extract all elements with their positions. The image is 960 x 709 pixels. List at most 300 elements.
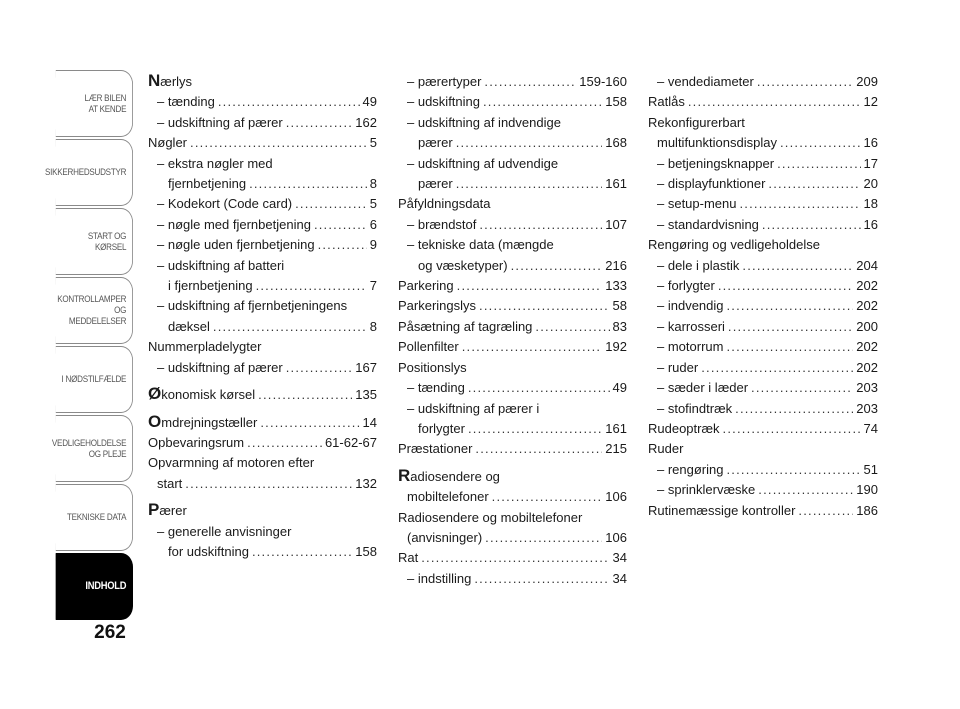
- dot-leader: [726, 337, 853, 357]
- entry-label: – Kodekort (Code card): [157, 196, 293, 212]
- dot-leader: [260, 413, 359, 433]
- dot-leader: [318, 235, 367, 255]
- dot-leader: [457, 276, 603, 296]
- entry-label: Rudeoptræk: [648, 420, 720, 436]
- index-entry: [148, 296, 377, 316]
- dot-leader: [535, 317, 609, 337]
- index-entry: [148, 453, 377, 473]
- index-entry: [148, 542, 377, 562]
- entry-label: Påsætning af tagræling: [398, 318, 533, 334]
- dot-leader: [479, 296, 610, 316]
- index-column-2: [398, 72, 627, 589]
- entry-text: [407, 487, 489, 507]
- entry-text: [418, 133, 453, 153]
- entry-text: [418, 174, 453, 194]
- entry-label: Pollenfilter: [398, 339, 459, 355]
- entry-text: [657, 72, 754, 92]
- entry-text: [407, 378, 465, 398]
- index-entry: [398, 276, 627, 296]
- dot-leader: [758, 480, 853, 500]
- entry-label: – udskiftning af pærer: [157, 114, 283, 130]
- dot-leader: [484, 72, 576, 92]
- entry-text: [418, 256, 508, 276]
- chapter-tab[interactable]: SIKKERHEDSUDSTYR: [56, 139, 133, 206]
- index-entry: [398, 174, 627, 194]
- dot-leader: [492, 487, 603, 507]
- index-entry: [648, 419, 878, 439]
- entry-label: Præstationer: [398, 441, 473, 457]
- dot-leader: [286, 113, 353, 133]
- entry-label: Ratlås: [648, 94, 685, 110]
- entry-label: – rengøring: [657, 461, 724, 477]
- dot-leader: [768, 174, 860, 194]
- entry-text: [148, 385, 255, 405]
- entry-page: 215: [605, 441, 627, 457]
- entry-text: [398, 317, 532, 337]
- dot-leader: [314, 215, 367, 235]
- entry-text: [168, 174, 246, 194]
- entry-label: – ekstra nøgler med: [157, 155, 273, 171]
- dot-leader: [740, 194, 861, 214]
- chapter-tab[interactable]: TEKNISKE DATA: [56, 484, 133, 551]
- entry-page: 216: [605, 257, 627, 273]
- section-initial: P: [148, 500, 160, 520]
- entry-text: [398, 194, 491, 214]
- entry-label: (anvisninger): [407, 529, 483, 545]
- entry-text: [398, 358, 467, 378]
- entry-label: Radiosendere og mobiltelefoner: [398, 509, 583, 525]
- index-entry: [398, 569, 627, 589]
- index-entry: [648, 317, 878, 337]
- entry-text: [168, 317, 210, 337]
- entry-text: [148, 72, 192, 92]
- entry-text: [657, 460, 723, 480]
- dot-leader: [185, 474, 352, 494]
- entry-page: 83: [612, 318, 627, 334]
- entry-text: [407, 215, 476, 235]
- entry-label: – udskiftning af udvendige: [407, 155, 559, 171]
- entry-page: 7: [369, 278, 377, 294]
- entry-label: – tekniske data (mængde: [407, 237, 554, 253]
- index-entry: [398, 419, 627, 439]
- chapter-tab[interactable]: VEDLIGEHOLDELSE OG PLEJE: [56, 415, 133, 482]
- entry-page: 17: [863, 155, 878, 171]
- entry-label: – karrosseri: [657, 318, 725, 334]
- dot-leader: [421, 548, 609, 568]
- section-initial: O: [148, 411, 162, 431]
- entry-label: pærer: [418, 135, 453, 151]
- dot-leader: [462, 337, 603, 357]
- entry-page: 135: [355, 387, 377, 403]
- entry-text: [157, 194, 292, 214]
- entry-text: [648, 419, 720, 439]
- entry-text: [398, 548, 418, 568]
- entry-page: 58: [612, 298, 627, 314]
- dot-leader: [757, 72, 853, 92]
- entry-page: 133: [605, 278, 627, 294]
- entry-page: 202: [856, 278, 878, 294]
- index-entry: [148, 276, 377, 296]
- index-entry: [398, 439, 627, 459]
- entry-text: [418, 419, 465, 439]
- dot-leader: [742, 256, 853, 276]
- index-entry: [148, 174, 377, 194]
- entry-label: Nøgler: [148, 135, 188, 151]
- index-entry: [648, 256, 878, 276]
- index-entry: [148, 413, 377, 433]
- entry-label: – udskiftning af fjernbetjeningens: [157, 298, 348, 314]
- chapter-tab[interactable]: LÆR BILEN AT KENDE: [56, 70, 133, 137]
- entry-label: dæksel: [168, 318, 210, 334]
- entry-text: [407, 528, 482, 548]
- entry-text: [157, 256, 284, 276]
- entry-text: [168, 542, 249, 562]
- entry-page: 190: [856, 482, 878, 498]
- entry-label: i fjernbetjening: [168, 278, 253, 294]
- index-entry: [148, 433, 377, 453]
- entry-page: 186: [856, 502, 878, 518]
- entry-text: [657, 378, 748, 398]
- entry-page: 107: [605, 216, 627, 232]
- entry-text: [398, 296, 476, 316]
- index-entry: [648, 378, 878, 398]
- index-entry: [148, 474, 377, 494]
- entry-label: multifunktionsdisplay: [657, 135, 777, 151]
- index-entry: [148, 256, 377, 276]
- entry-page: 167: [355, 359, 377, 375]
- entry-label: og væsketyper): [418, 257, 508, 273]
- entry-label: – dele i plastik: [657, 257, 740, 273]
- entry-page: 161: [605, 420, 627, 436]
- chapter-tabs: [42, 70, 133, 622]
- entry-page: 159-160: [579, 74, 627, 89]
- index-entry: [398, 337, 627, 357]
- index-entry: [148, 501, 377, 521]
- dot-leader: [258, 385, 352, 405]
- index-entry: [148, 154, 377, 174]
- entry-text: [657, 215, 759, 235]
- index-entry: [648, 72, 878, 92]
- dot-leader: [728, 317, 853, 337]
- dot-leader: [218, 92, 360, 112]
- entry-page: 168: [605, 135, 627, 151]
- entry-label: – generelle anvisninger: [157, 523, 292, 539]
- entry-page: 209: [856, 74, 878, 89]
- index-entry: [648, 501, 878, 521]
- entry-label: adiosendere og: [410, 468, 500, 484]
- entry-text: [398, 439, 472, 459]
- entry-page: 161: [605, 176, 627, 192]
- entry-label: – setup-menu: [657, 196, 737, 212]
- entry-label: – sprinklervæske: [657, 482, 756, 498]
- entry-text: [407, 72, 481, 92]
- index-entry: [398, 296, 627, 316]
- index-entry: [648, 113, 878, 133]
- dot-leader: [252, 542, 352, 562]
- entry-text: [398, 508, 582, 528]
- index-entry: [398, 528, 627, 548]
- entry-page: 5: [369, 196, 377, 212]
- index-entry: [648, 194, 878, 214]
- index-column-1: [148, 72, 377, 562]
- entry-text: [657, 194, 737, 214]
- entry-text: [648, 235, 820, 255]
- entry-page: 6: [369, 216, 377, 232]
- entry-page: 192: [605, 339, 627, 355]
- entry-page: 74: [863, 420, 878, 436]
- entry-text: [157, 474, 182, 494]
- dot-leader: [256, 276, 367, 296]
- entry-page: 34: [612, 570, 627, 586]
- dot-leader: [688, 92, 861, 112]
- index-entry: [648, 215, 878, 235]
- index-entry: [648, 276, 878, 296]
- entry-label: – displayfunktioner: [657, 176, 766, 192]
- index-entry: [398, 548, 627, 568]
- index-entry: [148, 215, 377, 235]
- entry-label: Rat: [398, 550, 419, 566]
- entry-page: 16: [863, 135, 878, 151]
- entry-text: [657, 358, 698, 378]
- entry-text: [648, 113, 745, 133]
- entry-text: [157, 215, 311, 235]
- index-entry: [398, 92, 627, 112]
- index-entry: [648, 337, 878, 357]
- index-entry: [398, 113, 627, 133]
- dot-leader: [777, 154, 860, 174]
- entry-text: [157, 113, 283, 133]
- index-entry: [398, 154, 627, 174]
- entry-text: [148, 501, 187, 521]
- dot-leader: [735, 399, 853, 419]
- entry-page: 204: [856, 257, 878, 273]
- dot-leader: [726, 460, 860, 480]
- entry-page: 202: [856, 359, 878, 375]
- entry-text: [648, 92, 685, 112]
- dot-leader: [511, 256, 603, 276]
- chapter-tab[interactable]: START OG KØRSEL: [56, 208, 133, 275]
- entry-text: [657, 337, 723, 357]
- dot-leader: [751, 378, 853, 398]
- entry-text: [157, 358, 283, 378]
- entry-text: [157, 154, 273, 174]
- entry-label: Opvarmning af motoren efter: [148, 455, 315, 471]
- entry-page: 203: [856, 400, 878, 416]
- entry-label: – motorrum: [657, 339, 724, 355]
- index-entry: [398, 378, 627, 398]
- entry-page: 200: [856, 318, 878, 334]
- entry-text: [657, 174, 765, 194]
- entry-text: [657, 480, 755, 500]
- entry-page: 18: [863, 196, 878, 212]
- entry-page: 61-62-67: [324, 434, 377, 450]
- dot-leader: [456, 174, 603, 194]
- entry-text: [657, 133, 777, 153]
- entry-label: ærlys: [160, 74, 193, 89]
- dot-leader: [727, 296, 854, 316]
- dot-leader: [468, 419, 602, 439]
- entry-label: – stofindtræk: [657, 400, 733, 416]
- entry-label: – vendediameter: [657, 74, 754, 89]
- index-entry: [648, 399, 878, 419]
- entry-text: [407, 113, 561, 133]
- entry-text: [657, 296, 724, 316]
- entry-text: [657, 276, 715, 296]
- entry-label: Nummerpladelygter: [148, 339, 262, 355]
- chapter-tab[interactable]: KONTROLLAMPER OG MEDDELELSER: [56, 277, 133, 344]
- index-entry: [398, 194, 627, 214]
- index-entry: [398, 235, 627, 255]
- index-entry: [648, 154, 878, 174]
- entry-label: – tænding: [157, 94, 215, 110]
- entry-text: [407, 569, 471, 589]
- entry-label: fjernbetjening: [168, 176, 247, 192]
- entry-text: [407, 154, 558, 174]
- index-column-3: [648, 72, 878, 521]
- entry-text: [407, 235, 554, 255]
- index-entry: [398, 508, 627, 528]
- entry-page: 202: [856, 339, 878, 355]
- index-entry: [648, 92, 878, 112]
- entry-label: Rengøring og vedligeholdelse: [648, 237, 821, 253]
- entry-text: [657, 317, 725, 337]
- dot-leader: [798, 501, 853, 521]
- index-entry: [148, 337, 377, 357]
- entry-text: [398, 276, 454, 296]
- dot-leader: [190, 133, 367, 153]
- chapter-tab[interactable]: INDHOLD: [56, 553, 133, 620]
- index-entry: [648, 358, 878, 378]
- entry-page: 12: [863, 94, 878, 110]
- dot-leader: [286, 358, 353, 378]
- entry-text: [148, 337, 261, 357]
- entry-label: ærer: [159, 503, 187, 519]
- entry-page: 14: [362, 414, 377, 430]
- entry-label: – indstilling: [407, 570, 472, 586]
- entry-text: [407, 399, 539, 419]
- entry-label: pærer: [418, 176, 453, 192]
- section-initial: N: [148, 71, 161, 90]
- entry-label: – indvendig: [657, 298, 724, 314]
- dot-leader: [762, 215, 861, 235]
- entry-page: 203: [856, 380, 878, 396]
- entry-text: [157, 522, 291, 542]
- entry-text: [648, 501, 795, 521]
- entry-label: mdrejningstæller: [161, 414, 258, 430]
- entry-page: 158: [355, 543, 377, 559]
- index-entry: [148, 72, 377, 92]
- index-entry: [148, 194, 377, 214]
- index-entry: [148, 113, 377, 133]
- entry-page: 106: [605, 529, 627, 545]
- entry-label: Parkering: [398, 278, 454, 294]
- entry-label: – standardvisning: [657, 216, 759, 232]
- index-entry: [648, 174, 878, 194]
- entry-label: – udskiftning: [407, 94, 480, 110]
- entry-label: start: [157, 475, 183, 491]
- chapter-tab[interactable]: I NØDSTILFÆLDE: [56, 346, 133, 413]
- entry-text: [148, 413, 257, 433]
- entry-page: 34: [612, 550, 627, 566]
- index-entry: [148, 358, 377, 378]
- index-entry: [398, 215, 627, 235]
- index-entry: [398, 467, 627, 487]
- dot-leader: [780, 133, 861, 153]
- index-entry: [148, 317, 377, 337]
- section-initial: Ø: [148, 384, 162, 404]
- entry-label: – ruder: [657, 359, 699, 375]
- index-entry: [148, 133, 377, 153]
- entry-text: [157, 296, 347, 316]
- entry-label: – sæder i læder: [657, 380, 749, 396]
- dot-leader: [718, 276, 853, 296]
- index-entry: [398, 256, 627, 276]
- dot-leader: [249, 174, 367, 194]
- page-number: 262: [94, 622, 126, 643]
- entry-label: mobiltelefoner: [407, 489, 489, 505]
- entry-label: – betjeningsknapper: [657, 155, 775, 171]
- dot-leader: [468, 378, 610, 398]
- entry-label: Rutinemæssige kontroller: [648, 502, 796, 518]
- dot-leader: [701, 358, 853, 378]
- entry-label: – brændstof: [407, 216, 477, 232]
- entry-label: for udskiftning: [168, 543, 249, 559]
- index-entry: [398, 358, 627, 378]
- index-entry: [398, 399, 627, 419]
- entry-page: 106: [605, 489, 627, 505]
- entry-text: [398, 467, 500, 487]
- entry-text: [157, 235, 315, 255]
- dot-leader: [485, 528, 602, 548]
- entry-page: 8: [369, 176, 377, 192]
- entry-label: – udskiftning af pærer: [157, 359, 283, 375]
- entry-text: [657, 256, 739, 276]
- entry-page: 162: [355, 114, 377, 130]
- entry-page: 5: [369, 135, 377, 151]
- index-entry: [648, 296, 878, 316]
- index-entry: [648, 460, 878, 480]
- entry-page: 16: [863, 216, 878, 232]
- entry-page: 49: [362, 94, 377, 110]
- entry-page: 49: [612, 380, 627, 396]
- dot-leader: [723, 419, 861, 439]
- entry-page: 158: [605, 94, 627, 110]
- entry-label: Ruder: [648, 441, 684, 457]
- entry-label: – nøgle uden fjernbetjening: [157, 237, 315, 253]
- dot-leader: [456, 133, 603, 153]
- dot-leader: [295, 194, 367, 214]
- entry-page: 9: [369, 237, 377, 253]
- dot-leader: [475, 439, 602, 459]
- entry-label: konomisk kørsel: [161, 387, 256, 403]
- entry-label: – nøgle med fjernbetjening: [157, 216, 311, 232]
- index-entry: [398, 72, 627, 92]
- index-entry: [648, 439, 878, 459]
- entry-text: [148, 433, 244, 453]
- entry-label: – forlygter: [657, 278, 715, 294]
- index-entry: [398, 487, 627, 507]
- index-entry: [398, 133, 627, 153]
- index-entry: [648, 235, 878, 255]
- index-entry: [648, 133, 878, 153]
- index-entry: [148, 522, 377, 542]
- entry-page: 8: [369, 318, 377, 334]
- entry-page: 20: [863, 176, 878, 192]
- dot-leader: [213, 317, 367, 337]
- entry-page: 51: [863, 461, 878, 477]
- section-initial: R: [398, 465, 411, 485]
- entry-text: [398, 337, 459, 357]
